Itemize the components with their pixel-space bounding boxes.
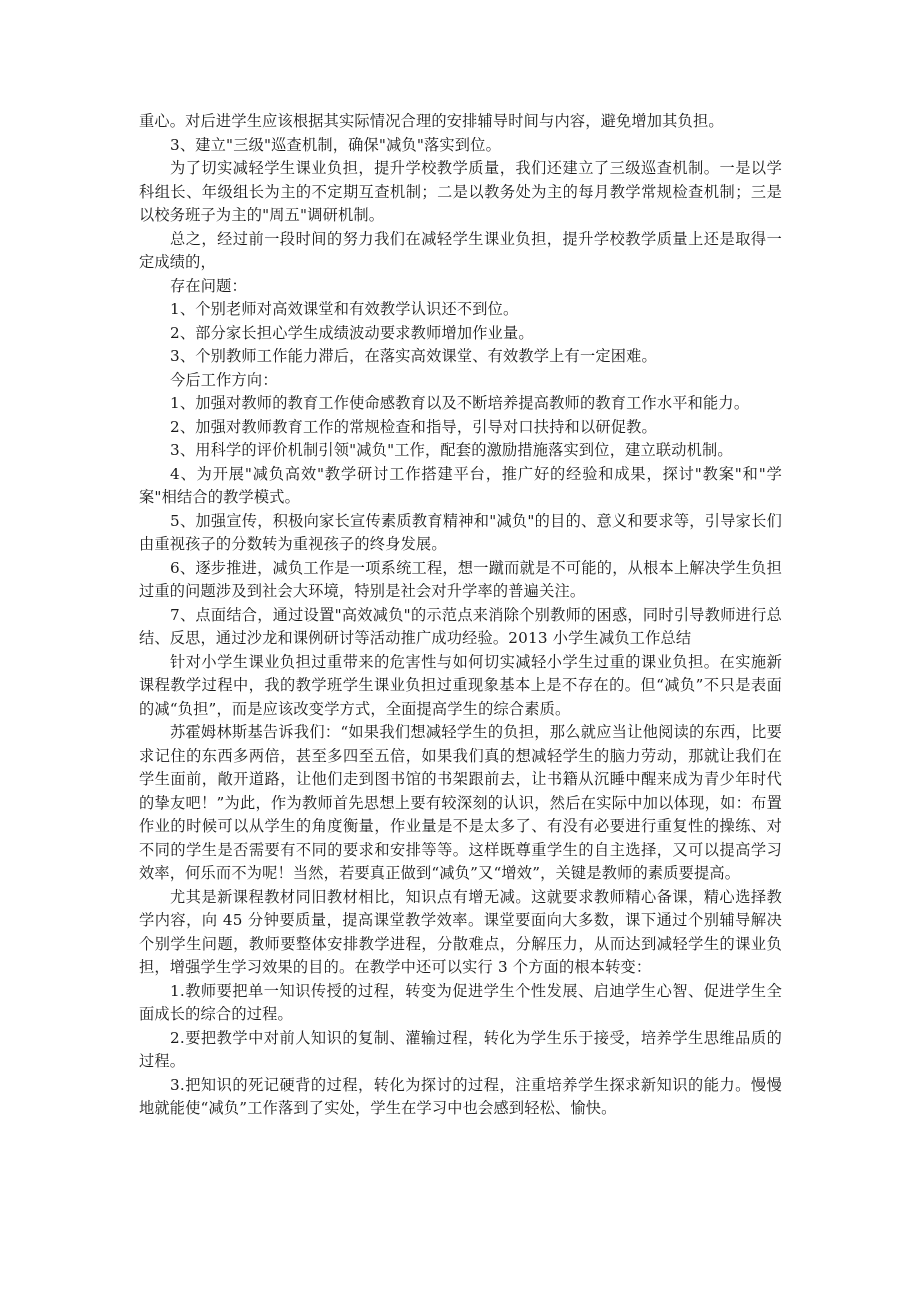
direction-item-6: 6、逐步推进，减负工作是一项系统工程，想一蹴而就是不可能的，从根本上解决学生负担过重的问题涉及到社会大环境，特别是社会对升学率的普遍关注。 <box>139 558 782 600</box>
paragraph-sukhomlinsky-quote: 苏霍姆林斯基告诉我们：“如果我们想减轻学生的负担，那么就应当让他阅读的东西，比要求记住的东西多两倍，甚至多四至五倍，如果我们真的想减轻学生的脑力劳动，那就让我们在学生面前，敞开道路，让他们走到图书馆的书架跟前去，让书籍从沉睡中醒来成为青少年时代的挚友吧！”为此，作为教师首先思想上要有较深刻的认识，然后在实际中加以体现，如：布置作业的时候可以从学生的角度衡量，作业量是不是太多了、有没有必要进行重复性的操练、对不同的学生是否需要有不同的要求和安排等等。这样既尊重学生的自主选择，又可以提高学习效率，何乐而不为呢！当然，若要真正做到“减负”又“增效”，关键是教师的素质要提高。 <box>139 723 782 882</box>
paragraph-inspection-mechanism: 为了切实减轻学生课业负担，提升学校教学质量，我们还建立了三级巡查机制。一是以学科组长、年级组长为主的不定期互查机制；二是以教务处为主的每月教学常规检查机制；三是以校务班子为主的"周五"调研机制。 <box>139 159 782 224</box>
transformation-item-2: 2.要把教学中对前人知识的复制、灌输过程，转化为学生乐于接受，培养学生思维品质的过程。 <box>139 1028 782 1070</box>
paragraph-summary: 总之，经过前一段时间的努力我们在减轻学生课业负担，提升学校教学质量上还是取得一定成绩的， <box>139 229 782 271</box>
direction-item-5: 5、加强宣传，积极向家长宣传素质教育精神和"减负"的目的、意义和要求等，引导家长们由重视孩子的分数转为重视孩子的终身发展。 <box>139 511 782 553</box>
document-page <box>139 110 782 1121</box>
direction-item-2: 2、加强对教师教育工作的常规检查和指导，引导对口扶持和以研促教。 <box>170 417 657 436</box>
heading-existing-problems: 存在问题： <box>170 276 247 295</box>
heading-three-level-inspection: 3、建立"三级"巡查机制，确保"减负"落实到位。 <box>170 135 501 154</box>
transformation-item-1: 1.教师要把单一知识传授的过程，转变为促进学生个性发展、启迪学生心智、促进学生全面成长的综合的过程。 <box>139 981 782 1023</box>
problem-item-2: 2、部分家长担心学生成绩波动要求教师增加作业量。 <box>170 323 534 342</box>
paragraph-new-curriculum: 尤其是新课程教材同旧教材相比，知识点有增无减。这就要求教师精心备课，精心选择教学内容，向 45 分钟要质量，提高课堂教学效率。课堂要面向大多数，课下通过个别辅导解决个别学生问题，教师要整体安排教学进程，分散难点，分解压力，从而达到减轻学生的课业负担，增强学生学习效果的目的。在教学中还可以实行 3 个方面的根本转变： <box>139 887 782 976</box>
heading-future-direction: 今后工作方向： <box>170 370 278 389</box>
problem-item-1: 1、个别老师对高效课堂和有效教学认识还不到位。 <box>170 300 519 318</box>
problem-item-3: 3、个别教师工作能力滞后，在落实高效课堂、有效教学上有一定困难。 <box>170 347 657 365</box>
direction-item-3: 3、用科学的评价机制引领"减负"工作，配套的激励措施落实到位，建立联动机制。 <box>170 441 733 459</box>
paragraph-burden-harm: 针对小学生课业负担过重带来的危害性与如何切实减轻小学生过重的课业负担。在实施新课程教学过程中，我的教学班学生课业负担过重现象基本上是不存在的。但“减负”不只是表面的减“负担”，而是应该改变学方式，全面提高学生的综合素质。 <box>139 652 782 718</box>
direction-item-7: 7、点面结合，通过设置"高效减负"的示范点来消除个别教师的困惑，同时引导教师进行总结、反思，通过沙龙和课例研讨等活动推广成功经验。2013 小学生减负工作总结 <box>139 605 782 647</box>
paragraph-1: 重心。对后进学生应该根据其实际情况合理的安排辅导时间与内容，避免增加其负担。 <box>139 112 724 130</box>
transformation-item-3: 3.把知识的死记硬背的过程，转化为探讨的过程，注重培养学生探求新知识的能力。慢慢地就能使“减负”工作落到了实处，学生在学习中也会感到轻松、愉快。 <box>139 1075 782 1117</box>
direction-item-4: 4、为开展"减负高效"教学研讨工作搭建平台，推广好的经验和成果，探讨"教案"和"学案"相结合的教学模式。 <box>139 464 782 506</box>
direction-item-1: 1、加强对教师的教育工作使命感教育以及不断培养提高教师的教育工作水平和能力。 <box>170 394 750 412</box>
